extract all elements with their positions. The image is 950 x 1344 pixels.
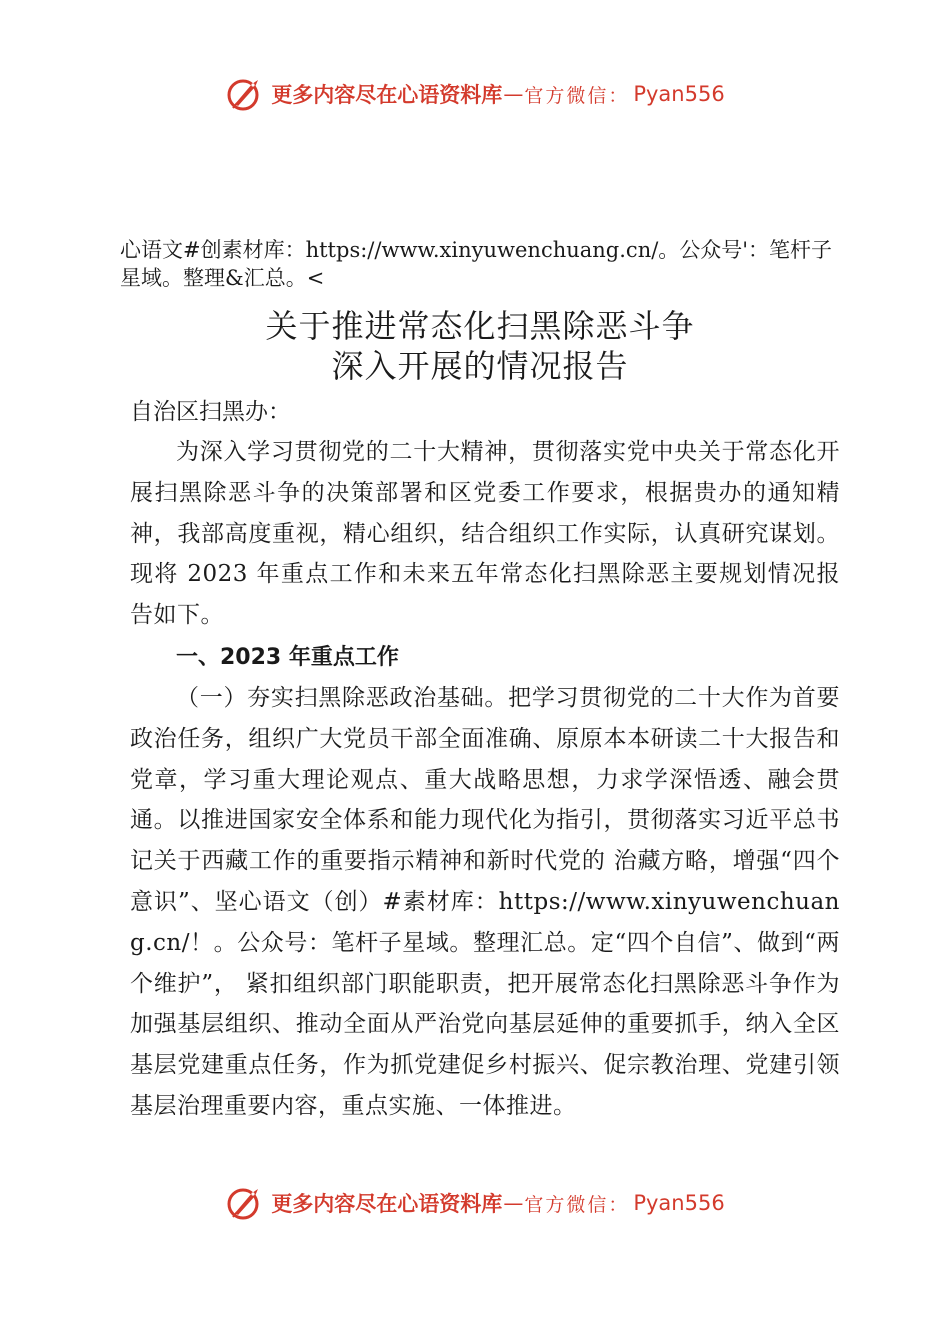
banner-official-label: 官方微信：	[524, 1193, 630, 1216]
title-line-1: 关于推进常态化扫黑除恶斗争	[265, 307, 695, 345]
document-body	[120, 236, 840, 1127]
banner-dash: —	[503, 1191, 524, 1215]
source-note: 心语文#创素材库：https://www.xinyuwenchuang.cn/。公众号'：笔杆子星域。整理&汇总。<	[120, 238, 833, 290]
header-watermark-banner	[0, 72, 950, 116]
section-heading-1: 一、2023 年重点工作	[176, 644, 399, 670]
pen-nib-logo-icon	[225, 74, 265, 114]
banner-main-text: 更多内容尽在心语资料库	[271, 82, 503, 107]
banner-main-text: 更多内容尽在心语资料库	[271, 1191, 503, 1216]
footer-watermark-banner	[0, 1181, 950, 1225]
document-title	[120, 306, 840, 386]
banner-wechat-id: Pyan556	[633, 1191, 725, 1215]
title-line-2: 深入开展的情况报告	[331, 347, 629, 385]
salutation: 自治区扫黑办：	[130, 399, 291, 425]
section-1-paragraph: （一）夯实扫黑除恶政治基础。把学习贯彻党的二十大作为首要政治任务，组织广大党员干部全面准确、原原本本研读二十大报告和党章，学习重大理论观点、重大战略思想，力求学深悟透、融会贯通。以推进国家安全体系和能力现代化为指引，贯彻落实习近平总书记关于西藏工作的重要指示精神和新时代党的 治藏方略，增强“四个意识”、坚心语文（创）#素材库：https://www.xinyuwenchuang.cn/！。公众号：笔杆子星域。整理汇总。定“四个自信”、做到“两个维护”， 紧扣组织部门职能职责，把开展常态化扫黑除恶斗争作为加强基层组织、推动全面从严治党向基层延伸的重要抓手，纳入全区基层党建重点任务，作为抓党建促乡村振兴、促宗教治理、党建引领基层治理重要内容，重点实施、一体推进。	[130, 684, 840, 1119]
banner-official-label: 官方微信：	[524, 84, 630, 107]
banner-wechat-id: Pyan556	[633, 82, 725, 106]
intro-paragraph: 为深入学习贯彻党的二十大精神，贯彻落实党中央关于常态化开展扫黑除恶斗争的决策部署和区党委工作要求，根据贵办的通知精神，我部高度重视，精心组织，结合组织工作实际，认真研究谋划。现将 2023 年重点工作和未来五年常态化扫黑除恶主要规划情况报告如下。	[130, 439, 840, 629]
banner-dash: —	[503, 82, 524, 106]
pen-nib-logo-icon	[225, 1183, 265, 1223]
